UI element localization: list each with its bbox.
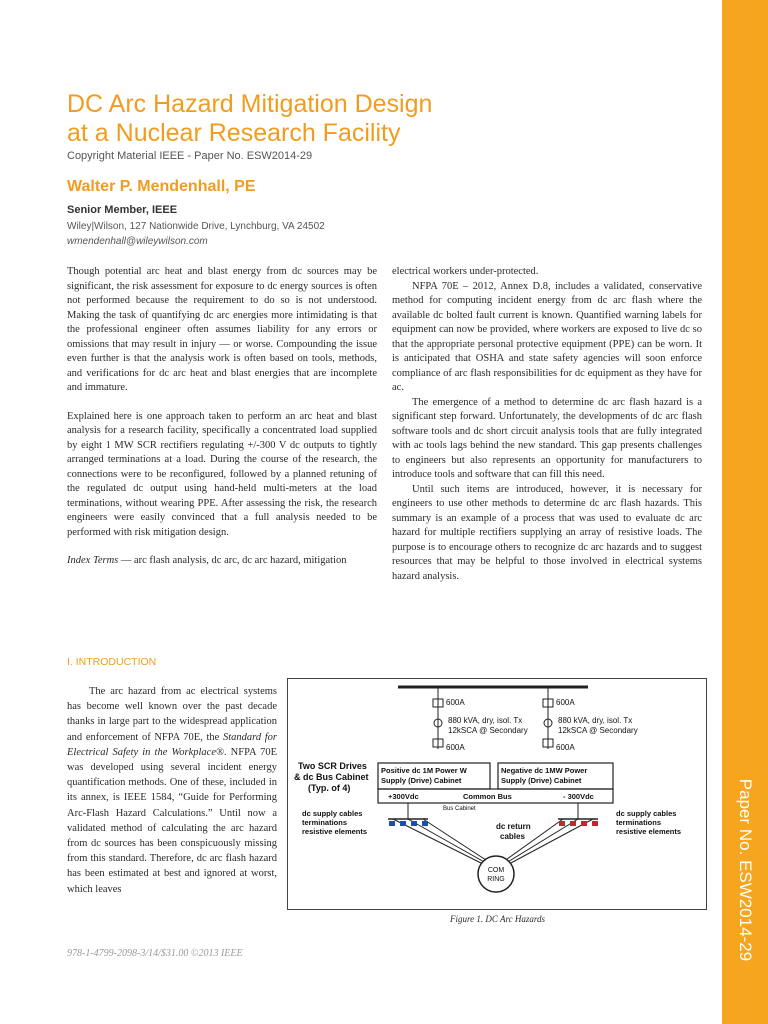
positive-terminal-4 bbox=[422, 821, 428, 826]
fuse-label-1: 600A bbox=[446, 698, 465, 707]
figure-diagram bbox=[288, 679, 706, 909]
positive-return-cable-2 bbox=[408, 819, 486, 863]
negative-terminal-2 bbox=[570, 821, 576, 826]
intro-paragraph bbox=[67, 684, 277, 897]
fuse-label-3: 600A bbox=[556, 698, 575, 707]
author-address: Wiley|Wilson, 127 Nationwide Drive, Lynchburg, VA 24502 bbox=[67, 221, 325, 232]
author-name: Walter P. Mendenhall, PE bbox=[67, 178, 256, 195]
left-cables-label-2: terminations bbox=[302, 818, 348, 827]
negative-terminal-1 bbox=[559, 821, 565, 826]
index-terms bbox=[67, 554, 377, 569]
right-paragraph-1: NFPA 70E – 2012, Annex D.8, includes a validated, conservative method for computing incident energy from dc arc flash where the available dc bolted fault current is known. Quantified warning labels for equipment can now be provided, where workers are exposed to live dc so that the appropriate personal protective equipment (PPE) can be worn. It is anticipated that OSHA and state safety agencies will soon enforce compliance of arc flash responsibilities for dc equipment as they have for ac. bbox=[392, 280, 702, 393]
positive-terminal-1 bbox=[389, 821, 395, 826]
right-paragraph-0: electrical workers under-protected. bbox=[392, 266, 539, 277]
section-heading-introduction: I. INTRODUCTION bbox=[67, 656, 157, 668]
com-ring-label-1: COM bbox=[487, 867, 505, 874]
tx-label-right-2: 12kSCA @ Secondary bbox=[558, 726, 638, 735]
footer-copyright: 978-1-4799-2098-3/14/$31.00 ©2013 IEEE bbox=[67, 948, 243, 959]
positive-cabinet-label-1: Positive dc 1M Power W bbox=[381, 766, 467, 775]
return-cables-label-1: dc return bbox=[496, 822, 531, 831]
drives-label-3: (Typ. of 4) bbox=[308, 783, 351, 793]
abstract-paragraph-2: Explained here is one approach taken to perform an arc heat and blast analysis for a research facility, specifically a concentrated load supplied by eight 1 MW SCR rectifiers regulating +/-300 V dc outputs to tightly arranged terminations at a load. During the course of the research, the connections were to be reconfigured, followed by a planned retuning of the regulated dc output using hand-held multi-meters at the load terminations, without wearing PPE. After assessing the risk, the research engineers were easily convinced that a full analysis needed to be performed with risk mitigation design. bbox=[67, 410, 377, 538]
positive-terminal-2 bbox=[400, 821, 406, 826]
figure-dc-arc-hazards bbox=[287, 678, 707, 910]
drives-label-2: & dc Bus Cabinet bbox=[294, 772, 369, 782]
negative-terminal-3 bbox=[581, 821, 587, 826]
negative-cabinet-label-2: Supply (Drive) Cabinet bbox=[501, 776, 582, 785]
title-line-2: at a Nuclear Research Facility bbox=[67, 119, 401, 147]
copyright-notice: Copyright Material IEEE - Paper No. ESW2014-29 bbox=[67, 150, 313, 162]
positive-return-cable-1 bbox=[393, 819, 483, 864]
drives-label-1: Two SCR Drives bbox=[298, 761, 367, 771]
intro-standard-title: Standard for Electrical Safety in the Workplace® bbox=[67, 731, 277, 758]
introduction-text bbox=[67, 684, 277, 897]
abstract-paragraph-1: Though potential arc heat and blast energy from dc sources may be significant, the risk assessment for exposure to dc energy sources is often not performed because the requirement to do so is not understood. Making the task of quantifying dc arc energies more intimidating is that the professional engineer often assumes liability for any errors or omissions that may result in injury — or worse. Compounding the issue even further is that the analysis work is often based on tools, methods, and verifications for dc arc heat and blast energies that are incomplete and immature. bbox=[67, 266, 377, 393]
author-email[interactable]: wmendenhall@wileywilson.com bbox=[67, 236, 208, 247]
fuse-label-2: 600A bbox=[446, 743, 465, 752]
positive-terminal-3 bbox=[411, 821, 417, 826]
negative-cabinet-label-1: Negative dc 1MW Power bbox=[501, 766, 588, 775]
tx-label-right-1: 880 kVA, dry, isol. Tx bbox=[558, 716, 633, 725]
positive-return-cable-3 bbox=[423, 819, 489, 862]
right-cables-label-1: dc supply cables bbox=[616, 809, 677, 818]
index-terms-label: Index Terms bbox=[67, 555, 119, 566]
left-cables-label-1: dc supply cables bbox=[302, 809, 363, 818]
com-ring-label-2: RING bbox=[487, 876, 505, 883]
fuse-label-4: 600A bbox=[556, 743, 575, 752]
right-cables-label-3: resistive elements bbox=[616, 827, 682, 836]
bus-cabinet-label: Bus Cabinet bbox=[443, 806, 476, 812]
right-cables-label-2: terminations bbox=[616, 818, 662, 827]
right-paragraph-3: Until such items are introduced, however, it is necessary for engineers to use other methods to determine dc arc flash hazards. This summary is an example of a process that was used to evaluate dc arc hazard for multiple rectifiers supplying an array of resistive loads. The purpose is to encourage others to recognize dc arc hazards and to suggest resources that may be helpful to those involved in electrical systems hazard analysis. bbox=[392, 483, 702, 582]
common-bus-label: Common Bus bbox=[463, 792, 512, 801]
intro-text-b: . NFPA 70E was developed using several incident energy quantification methods. One of these, included in its annex, is IEEE 1584, “Guide for Performing Arc-Flash Hazard Calculations.” Until now a validated method of calculating the arc hazard from dc sources has been conspicuously missing from this standard. Therefore, dc arc flash hazard has been estimated at best and ignored at worst, which leaves bbox=[67, 746, 277, 895]
author-membership: Senior Member, IEEE bbox=[67, 204, 178, 216]
minus-voltage-label: - 300Vdc bbox=[563, 792, 594, 801]
intro-text-a: The arc hazard from ac electrical systems has become well known over the past decade thanks in large part to the widespread application and enforcement of NFPA 70E, the bbox=[67, 686, 277, 743]
title-line-1: DC Arc Hazard Mitigation Design bbox=[67, 90, 433, 118]
index-terms-text: — arc flash analysis, dc arc, dc arc hazard, mitigation bbox=[118, 555, 347, 566]
right-paragraph-2: The emergence of a method to determine dc arc flash hazard is a significant step forward. Unfortunately, the developments of dc arc flash software tools and dc short circuit analysis tools that are fully integrated with ac tools lags behind the new standard. This gap presents challenges to engineers but also represents an opportunity for manufacturers to introduce tools and software that can fill this need. bbox=[392, 396, 702, 480]
figure-caption: Figure 1. DC Arc Hazards bbox=[449, 914, 546, 924]
tx-label-left-2: 12kSCA @ Secondary bbox=[448, 726, 528, 735]
sidebar-paper-number: Paper No. ESW2014-29 bbox=[736, 778, 755, 962]
plus-voltage-label: +300Vdc bbox=[388, 792, 419, 801]
left-cables-label-3: resistive elements bbox=[302, 827, 368, 836]
right-column bbox=[392, 265, 702, 584]
tx-label-left-1: 880 kVA, dry, isol. Tx bbox=[448, 716, 523, 725]
positive-cabinet-label-2: Supply (Drive) Cabinet bbox=[381, 776, 462, 785]
paper-title bbox=[67, 90, 707, 148]
abstract-column bbox=[67, 265, 377, 569]
common-ring-node bbox=[478, 856, 514, 892]
return-cables-label-2: cables bbox=[500, 832, 525, 841]
negative-terminal-4 bbox=[592, 821, 598, 826]
